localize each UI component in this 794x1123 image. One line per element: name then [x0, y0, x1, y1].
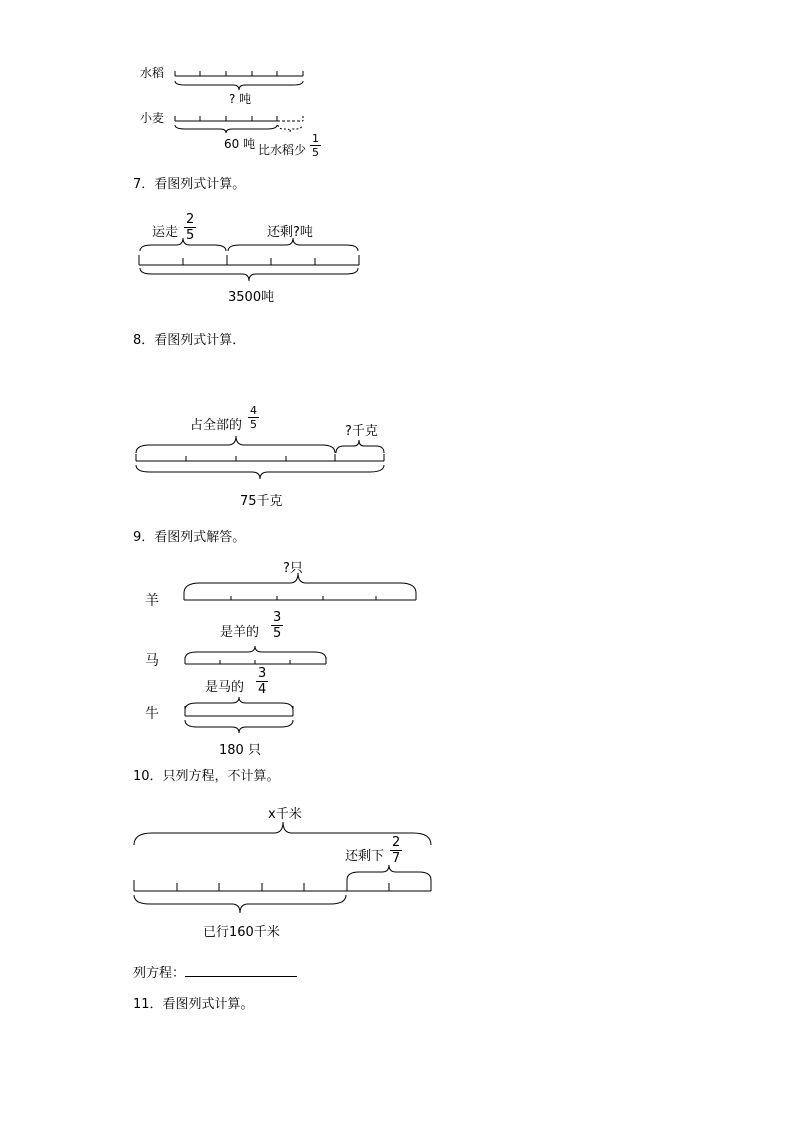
q10-equation-label: 列方程：	[133, 966, 186, 981]
q10-traveled: 已行160千米	[203, 925, 280, 940]
q10-frac-den: 7	[392, 851, 401, 866]
q10-equation-row	[133, 962, 297, 981]
q9-sheep-unknown: ?只	[283, 561, 303, 576]
q10-remain-label: 还剩下	[345, 849, 385, 864]
q9-title: 9．看图列式解答。	[133, 530, 246, 545]
q7-remain-label: 还剩?吨	[267, 225, 313, 240]
q6-wheat-label: 小麦	[140, 111, 165, 125]
q9-horse-frac-num: 3	[273, 610, 282, 625]
q8-part-label: 占全部的	[190, 418, 243, 433]
q9-horse-frac-den: 5	[273, 626, 282, 641]
q7-title: 7．看图列式计算。	[133, 177, 246, 192]
q8-frac-den: 5	[250, 418, 257, 431]
q9-cow-frac-num: 3	[258, 666, 267, 681]
q10-frac-num: 2	[392, 835, 401, 850]
q8-frac-num: 4	[250, 404, 257, 417]
q7-total: 3500吨	[228, 290, 275, 305]
q6-frac-num: 1	[312, 132, 319, 145]
q9-cow-frac-den: 4	[258, 682, 267, 697]
q10-title: 10．只列方程，不计算。	[133, 769, 280, 784]
q6-frac-den: 5	[312, 146, 319, 159]
q7-frac-den: 5	[186, 228, 195, 243]
q9-sheep-label: 羊	[145, 593, 159, 609]
q9-horse-rel: 是羊的	[220, 625, 260, 640]
q11-title: 11．看图列式计算。	[133, 997, 254, 1012]
q6-wheat-amount: 60 吨	[224, 137, 256, 151]
q9-horse-label: 马	[145, 653, 159, 669]
q6-wheat-compare: 比水稻少	[258, 143, 307, 157]
q9-cow-label: 牛	[145, 706, 159, 722]
q8-total: 75千克	[240, 494, 283, 509]
q7-frac-num: 2	[186, 212, 195, 227]
q8-unknown: ?千克	[345, 424, 378, 439]
q6-rice-unknown: ? 吨	[229, 92, 252, 106]
q7-moved-label: 运走	[152, 225, 179, 240]
q9-cow-rel: 是马的	[205, 680, 245, 695]
q10-total: x千米	[268, 807, 302, 822]
q8-title: 8．看图列式计算．	[133, 333, 246, 348]
q6-rice-label: 水稻	[140, 66, 165, 80]
q9-cow-amount: 180 只	[219, 743, 261, 758]
q10-equation-blank[interactable]	[185, 964, 297, 977]
